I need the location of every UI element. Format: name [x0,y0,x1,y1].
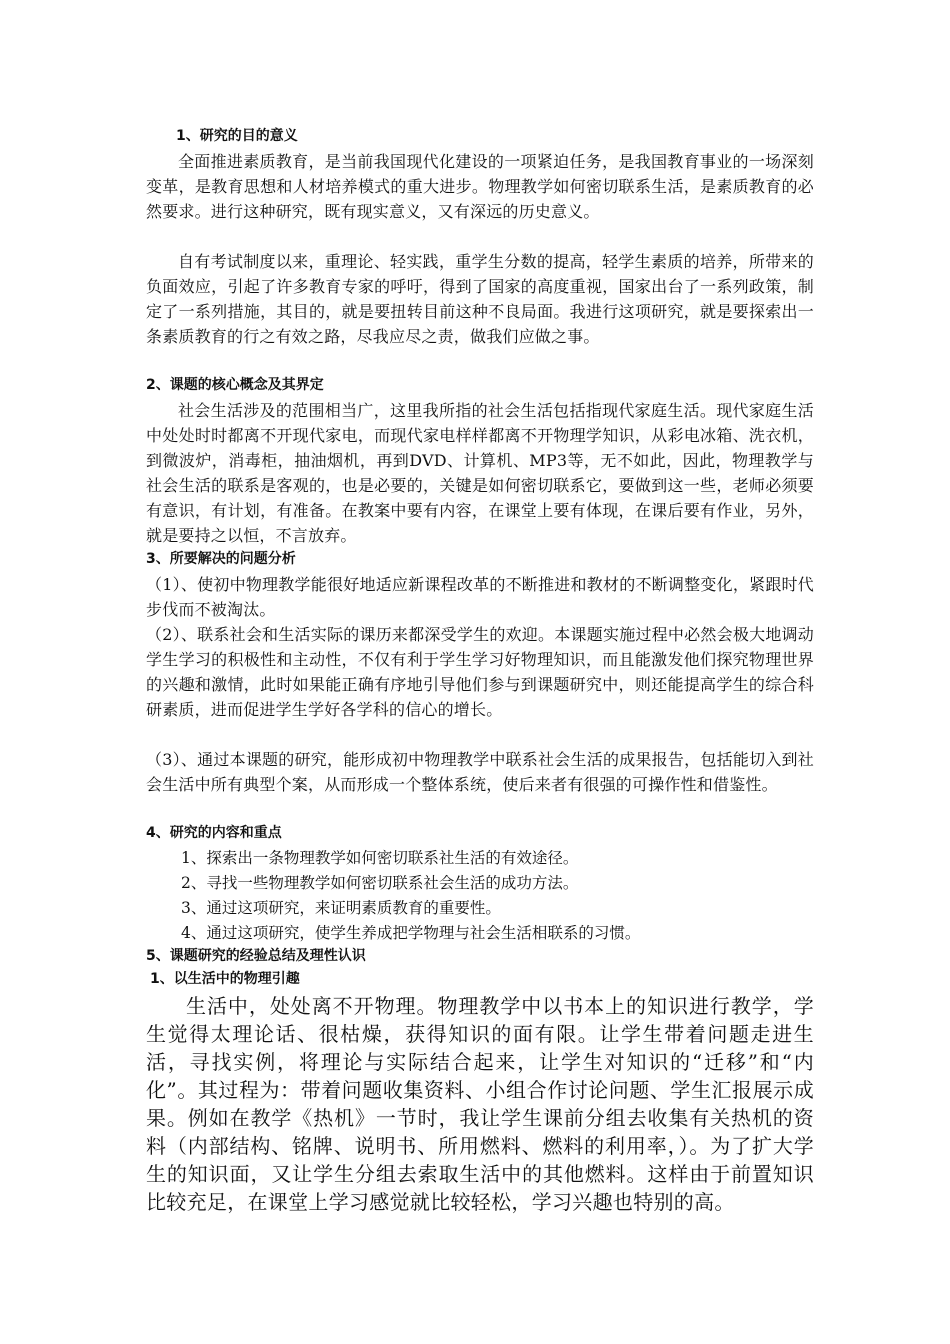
problem-item-2: （2）、联系社会和生活实际的课历来都深受学生的欢迎。本课题实施过程中必然会极大地调动学生学习的积极性和主动性，不仅有利于学生学习好物理知识，而且能激发他们探究物理世界的兴趣和激情，此时如果能正确有序地引导他们参与到课题研究中，则还能提高学生的综合科研素质，进而促进学生学好各学科的信心的增长。 [146,625,814,719]
content-item-3: 3、通过这项研究，来证明素质教育的重要性。 [181,899,501,917]
content-item-4: 4、通过这项研究，使学生养成把学物理与社会生活相联系的习惯。 [181,924,641,942]
section-1-heading: 1、研究的目的意义 [176,128,298,144]
section-2-paragraph: 社会生活涉及的范围相当广，这里我所指的社会生活包括指现代家庭生活。现代家庭生活中处处时时都离不开现代家电，而现代家电样样都离不开物理学知识，从彩电冰箱、洗衣机，到微波炉，消毒柜，抽油烟机，再到DVD、计算机、MP3等，无不如此，因此，物理教学与社会生活的联系是客观的，也是必要的，关键是如何密切联系它，要做到这一些，老师必须要有意识，有计划，有准备。在教案中要有内容，在课堂上要有体现，在课后要有作业，另外，就是要持之以恒，不言放弃。 [146,401,814,545]
content-item-1: 1、探索出一条物理教学如何密切联系社生活的有效途径。 [181,849,579,867]
section-1-paragraph-1: 全面推进素质教育，是当前我国现代化建设的一项紧迫任务，是我国教育事业的一场深刻变革，是教育思想和人材培养模式的重大进步。物理教学如何密切联系生活，是素质教育的必然要求。进行这种研究，既有现实意义，又有深远的历史意义。 [146,152,814,221]
section-2-heading: 2、课题的核心概念及其界定 [146,377,324,393]
problem-item-3: （3）、通过本课题的研究，能形成初中物理教学中联系社会生活的成果报告，包括能切入到社会生活中所有典型个案，从而形成一个整体系统，使后来者有很强的可操作性和借鉴性。 [146,750,814,794]
section-1-paragraph-2: 自有考试制度以来，重理论、轻实践，重学生分数的提高，轻学生素质的培养，所带来的负面效应，引起了许多教育专家的呼吁，得到了国家的高度重视，国家出台了一系列政策，制定了一系列措施，其目的，就是要扭转目前这种不良局面。我进行这项研究，就是要探索出一条素质教育的行之有效之路，尽我应尽之责，做我们应做之事。 [146,252,814,346]
section-5-subheading: 1、以生活中的物理引趣 [150,971,300,987]
content-item-2: 2、寻找一些物理教学如何密切联系社会生活的成功方法。 [181,874,579,892]
section-3-heading: 3、所要解决的问题分析 [146,551,296,567]
section-5-heading: 5、课题研究的经验总结及理性认识 [146,948,366,964]
section-4-heading: 4、研究的内容和重点 [146,825,282,841]
section-5-paragraph: 生活中，处处离不开物理。物理教学中以书本上的知识进行教学，学生觉得太理论话、很枯燥，获得知识的面有限。让学生带着问题走进生活，寻找实例，将理论与实际结合起来，让学生对知识的“迁移”和“内化”。其过程为：带着问题收集资料、小组合作讨论问题、学生汇报展示成果。例如在教学《热机》一节时，我让学生课前分组去收集有关热机的资料（内部结构、铭牌、说明书、所用燃料、燃料的利用率，）。为了扩大学生的知识面，又让学生分组去索取生活中的其他燃料。这样由于前置知识比较充足，在课堂上学习感觉就比较轻松，学习兴趣也特别的高。 [146,994,814,1214]
problem-item-1: （1）、使初中物理教学能很好地适应新课程改革的不断推进和教材的不断调整变化，紧跟时代步伐而不被淘汰。 [146,575,814,619]
